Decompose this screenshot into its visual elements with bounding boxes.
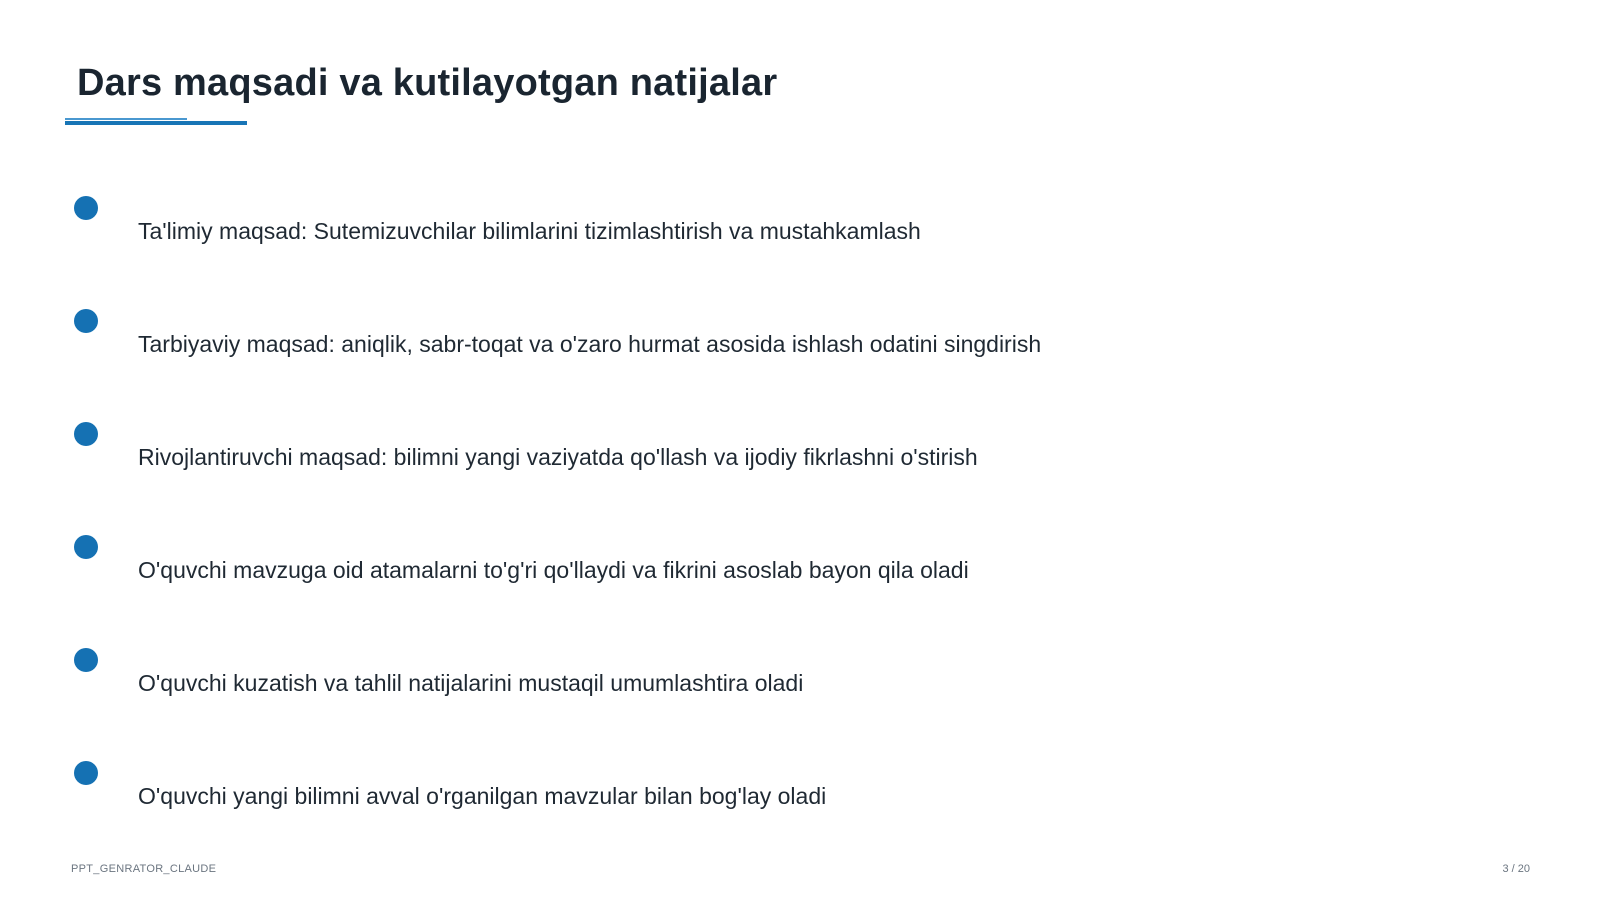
list-item (0, 309, 1200, 369)
bullet-text: O'quvchi yangi bilimni avval o'rganilgan mavzular bilan bog'lay oladi (138, 783, 827, 809)
list-item (0, 648, 1200, 708)
bullet-dot-icon (74, 196, 98, 220)
title-underline-accent (65, 118, 187, 120)
bullet-dot-icon (74, 422, 98, 446)
list-item (0, 535, 1200, 595)
bullet-text: O'quvchi kuzatish va tahlil natijalarini mustaqil umumlashtira oladi (138, 670, 804, 696)
slide-title: Dars maqsadi va kutilayotgan natijalar (77, 62, 778, 104)
title-underline (65, 121, 247, 125)
bullet-dot-icon (74, 309, 98, 333)
bullet-text: Ta'limiy maqsad: Sutemizuvchilar bilimlarini tizimlashtirish va mustahkamlash (138, 218, 921, 244)
footer-brand: PPT_GENRATOR_CLAUDE (71, 863, 217, 875)
list-item (0, 761, 1200, 821)
list-item (0, 422, 1200, 482)
bullet-dot-icon (74, 761, 98, 785)
page-number: 3 / 20 (1502, 863, 1530, 875)
bullet-text: Tarbiyaviy maqsad: aniqlik, sabr-toqat va o'zaro hurmat asosida ishlash odatini singdirish (138, 331, 1042, 357)
bullet-dot-icon (74, 535, 98, 559)
bullet-text: O'quvchi mavzuga oid atamalarni to'g'ri qo'llaydi va fikrini asoslab bayon qila oladi (138, 557, 969, 583)
bullet-dot-icon (74, 648, 98, 672)
list-item (0, 196, 1200, 256)
bullet-text: Rivojlantiruvchi maqsad: bilimni yangi vaziyatda qo'llash va ijodiy fikrlashni o'stirish (138, 444, 978, 470)
